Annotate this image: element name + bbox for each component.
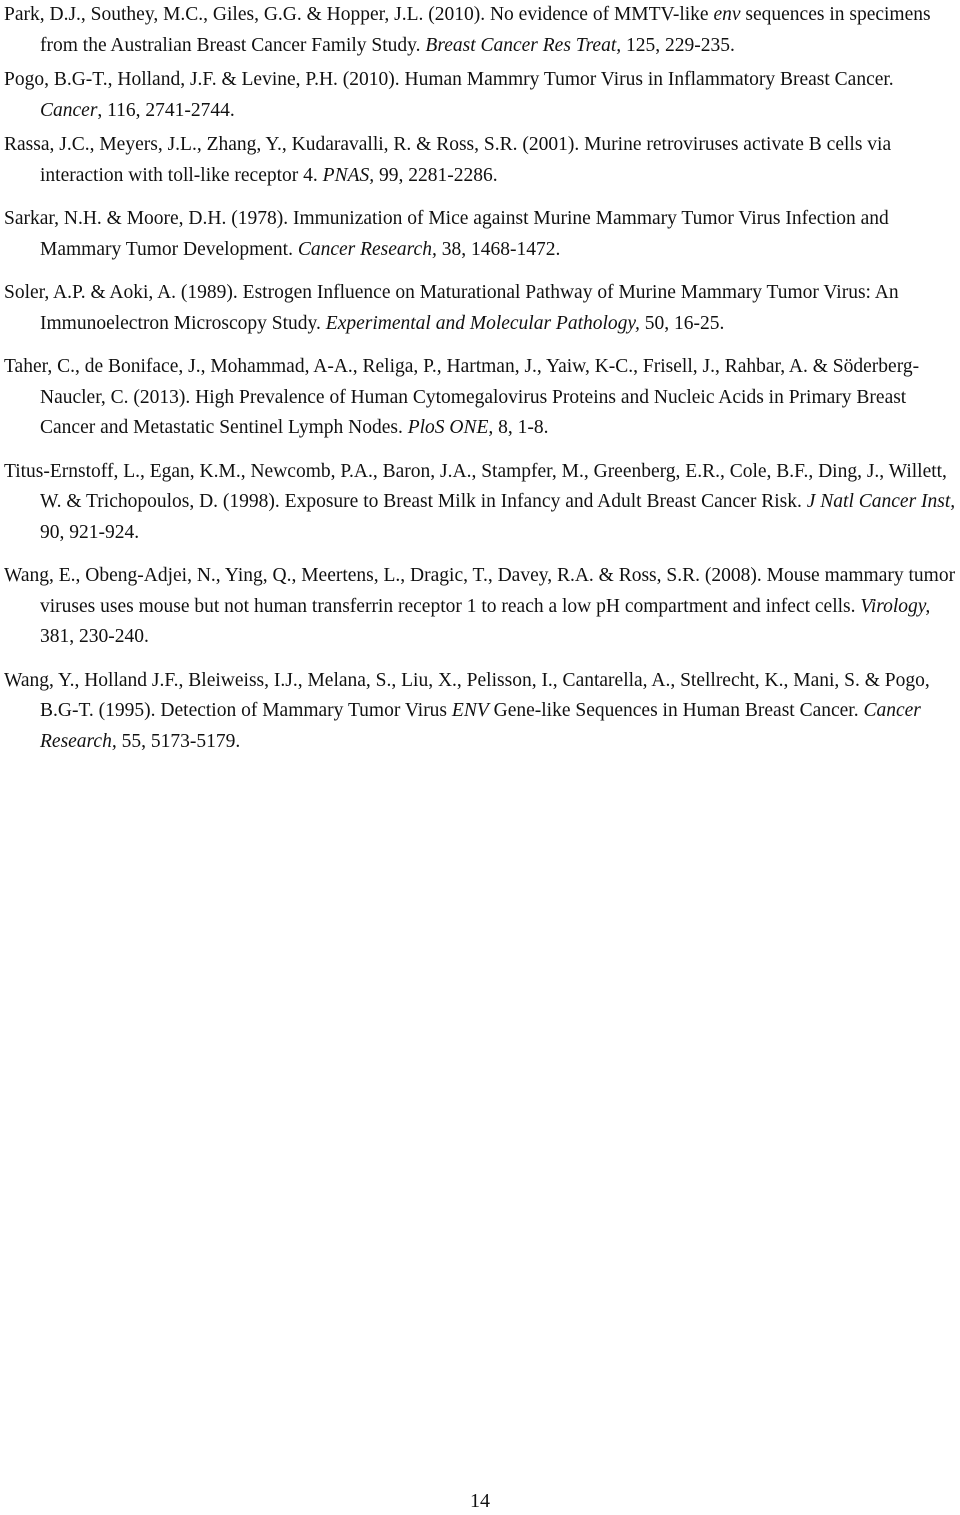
reference-text: sequences in specimens from the Australian Breast Cancer Family Study. [40, 4, 931, 56]
reference-text: Pogo, B.G-T., Holland, J.F. & Levine, P.H. (2010). Human Mammry Tumor Virus in Inflammatory Breast Cancer. [4, 69, 894, 90]
reference-text: Wang, E., Obeng-Adjei, N., Ying, Q., Meertens, L., Dragic, T., Davey, R.A. & Ross, S.R. (2008). Mouse mammary tumor viruses uses mouse but not human transferrin receptor 1 to reach a low pH compartment and infect cells. [4, 565, 956, 617]
reference-details: , 116, 2741-2744. [97, 99, 235, 121]
reference-text: Sarkar, N.H. & Moore, D.H. (1978). Immunization of Mice against Murine Mammary Tumor Virus Infection and Mammary Tumor Development. [4, 208, 889, 260]
reference-journal: J Natl Cancer Inst, [806, 491, 956, 512]
reference-details: 90, 921-924. [40, 521, 140, 543]
reference-details: 381, 230-240. [40, 626, 149, 647]
reference-title-italic: ENV [451, 700, 489, 721]
reference-entry [4, 561, 958, 653]
page-number: 14 [470, 1490, 490, 1512]
reference-text: Wang, Y., Holland J.F., Bleiweiss, I.J., Melana, S., Liu, X., Pelisson, I., Cantarella, A., Stellrecht, K., Mani, S. & Pogo, B.G-T. (1995). Detection of Mammary Tumor Virus [4, 669, 930, 721]
reference-journal: Cancer [40, 99, 98, 121]
reference-title-italic: env [713, 4, 741, 25]
reference-entry [4, 278, 958, 339]
reference-text: Park, D.J., Southey, M.C., Giles, G.G. & Hopper, J.L. (2010). No evidence of MMTV-like [4, 4, 714, 25]
reference-text: Titus-Ernstoff, L., Egan, K.M., Newcomb, P.A., Baron, J.A., Stampfer, M., Greenberg, E.R., Cole, B.F., Ding, J., Willett, W. & Trichopoulos, D. (1998). Exposure to Breast Milk in Infancy and Adult Breast Cancer Risk. [4, 460, 947, 512]
reference-entry [4, 204, 958, 265]
reference-journal: Experimental and Molecular Pathology, [325, 312, 640, 334]
reference-journal: Breast Cancer Res Treat, [425, 34, 622, 56]
reference-entry [4, 65, 958, 126]
reference-journal: PNAS, [322, 164, 375, 186]
reference-details: 8, 1-8. [493, 417, 549, 438]
reference-text: Rassa, J.C., Meyers, J.L., Zhang, Y., Kudaravalli, R. & Ross, S.R. (2001). Murine retroviruses activate B cells via interaction with toll-like receptor 4. [4, 134, 892, 186]
reference-entry [4, 666, 958, 758]
reference-journal: PloS ONE, [407, 417, 494, 438]
reference-journal: Virology, [860, 595, 931, 617]
reference-entry [4, 457, 958, 549]
reference-text: Taher, C., de Boniface, J., Mohammad, A-A., Religa, P., Hartman, J., Yaiw, K-C., Frisell, J., Rahbar, A. & Söderberg-Naucler, C. (2013). High Prevalence of Human Cytomegalovirus Proteins and Nucleic Acids in Primary Breast Cancer and Metastatic Sentinel Lymph Nodes. [4, 356, 920, 438]
reference-details: 99, 2281-2286. [374, 164, 498, 186]
reference-details: 50, 16-25. [639, 312, 725, 334]
reference-text: Gene-like Sequences in Human Breast Cancer. [488, 700, 864, 721]
reference-journal: Cancer Research, [40, 700, 921, 752]
reference-entry [4, 0, 958, 61]
reference-details: 125, 229-235. [621, 34, 735, 56]
reference-details: 55, 5173-5179. [116, 730, 241, 752]
reference-list [4, 0, 958, 770]
reference-text: Soler, A.P. & Aoki, A. (1989). Estrogen Influence on Maturational Pathway of Murine Mammary Tumor Virus: An Immunoelectron Microscopy Study. [4, 282, 899, 334]
reference-journal: Cancer Research, [297, 238, 437, 260]
reference-entry [4, 130, 958, 191]
reference-entry [4, 352, 958, 444]
reference-details: 38, 1468-1472. [436, 238, 561, 260]
